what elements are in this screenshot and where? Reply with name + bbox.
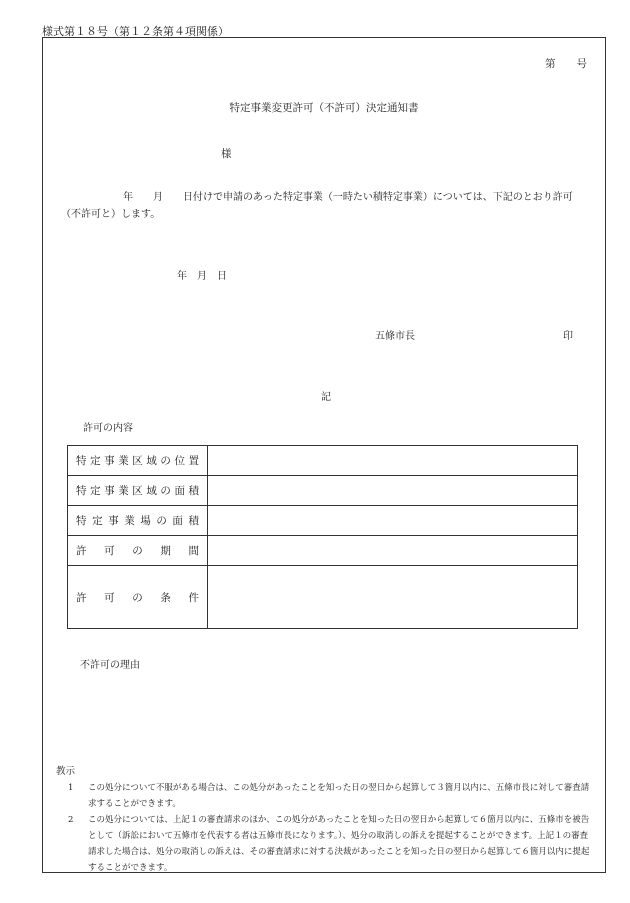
permit-content-heading: 許可の内容 (83, 423, 133, 434)
table-row (68, 446, 578, 476)
table-row-value (208, 536, 578, 566)
table-row-value (208, 566, 578, 629)
table-row-label (68, 566, 208, 629)
table-row-label (68, 476, 208, 506)
notice-heading: 教示 (56, 766, 76, 777)
refusal-reason-heading: 不許可の理由 (80, 660, 140, 671)
table-row (68, 566, 578, 629)
document-title: 特定事業変更許可（不許可）決定通知書 (229, 102, 419, 114)
table-row-label (68, 506, 208, 536)
document-frame (42, 37, 606, 873)
permit-table (67, 445, 578, 629)
table-row-label (68, 446, 208, 476)
table-row (68, 476, 578, 506)
intro-text: 年 月 日付けで申請のあった特定事業（一時たい積特定事業）については、下記のとおり許可（不許可と）します。 (61, 192, 573, 220)
seal-mark: 印 (563, 331, 573, 342)
notice-section (58, 764, 593, 876)
ki-heading: 記 (321, 392, 331, 403)
table-row-label-text: 特 定 事 業 区 域 の 面 積 (76, 485, 199, 497)
table-row-label (68, 536, 208, 566)
table-row-label-text: 許 可 の 条 件 (76, 591, 199, 604)
table-row-value (208, 506, 578, 536)
table-row-label-text: 許 可 の 期 間 (76, 545, 199, 557)
table-row-value (208, 476, 578, 506)
addressee-suffix: 様 (221, 148, 232, 160)
table-row (68, 536, 578, 566)
table-row-value (208, 446, 578, 476)
notice-item-text: この処分については、上記１の審査請求のほか、この処分があったことを知った日の翌日から起算して６箇月以内に、五條市を被告として（訴訟において五條市を代表する者は五條市長になります。）、処分の取消しの訴えを提起することができます。上記１の審査請求した場合は、処分の取消しの訴えは、その審査請求に対する決裁があったことを知った日の翌日から起算して６箇月以内に提起することができます。 (88, 815, 590, 873)
notice-item-text: この処分について不服がある場合は、この処分があったことを知った日の翌日から起算して３箇月以内に、五條市長に対して審査請求することができます。 (88, 783, 590, 809)
table-row (68, 506, 578, 536)
issue-date: 年 月 日 (177, 271, 227, 282)
notice-item (66, 812, 593, 876)
table-row-label-text: 特 定 事 業 区 域 の 位 置 (76, 455, 199, 467)
issuer-mayor: 五條市長 (375, 331, 415, 342)
notice-item-number: 1 (68, 783, 74, 793)
notice-item-number: 2 (68, 815, 74, 825)
table-row-label-text: 特 定 事 業 場 の 面 積 (76, 515, 199, 527)
notice-item (66, 780, 593, 812)
document-number: 第 号 (545, 58, 587, 70)
form-label: 様式第１８号（第１２条第４項関係） (42, 25, 229, 38)
